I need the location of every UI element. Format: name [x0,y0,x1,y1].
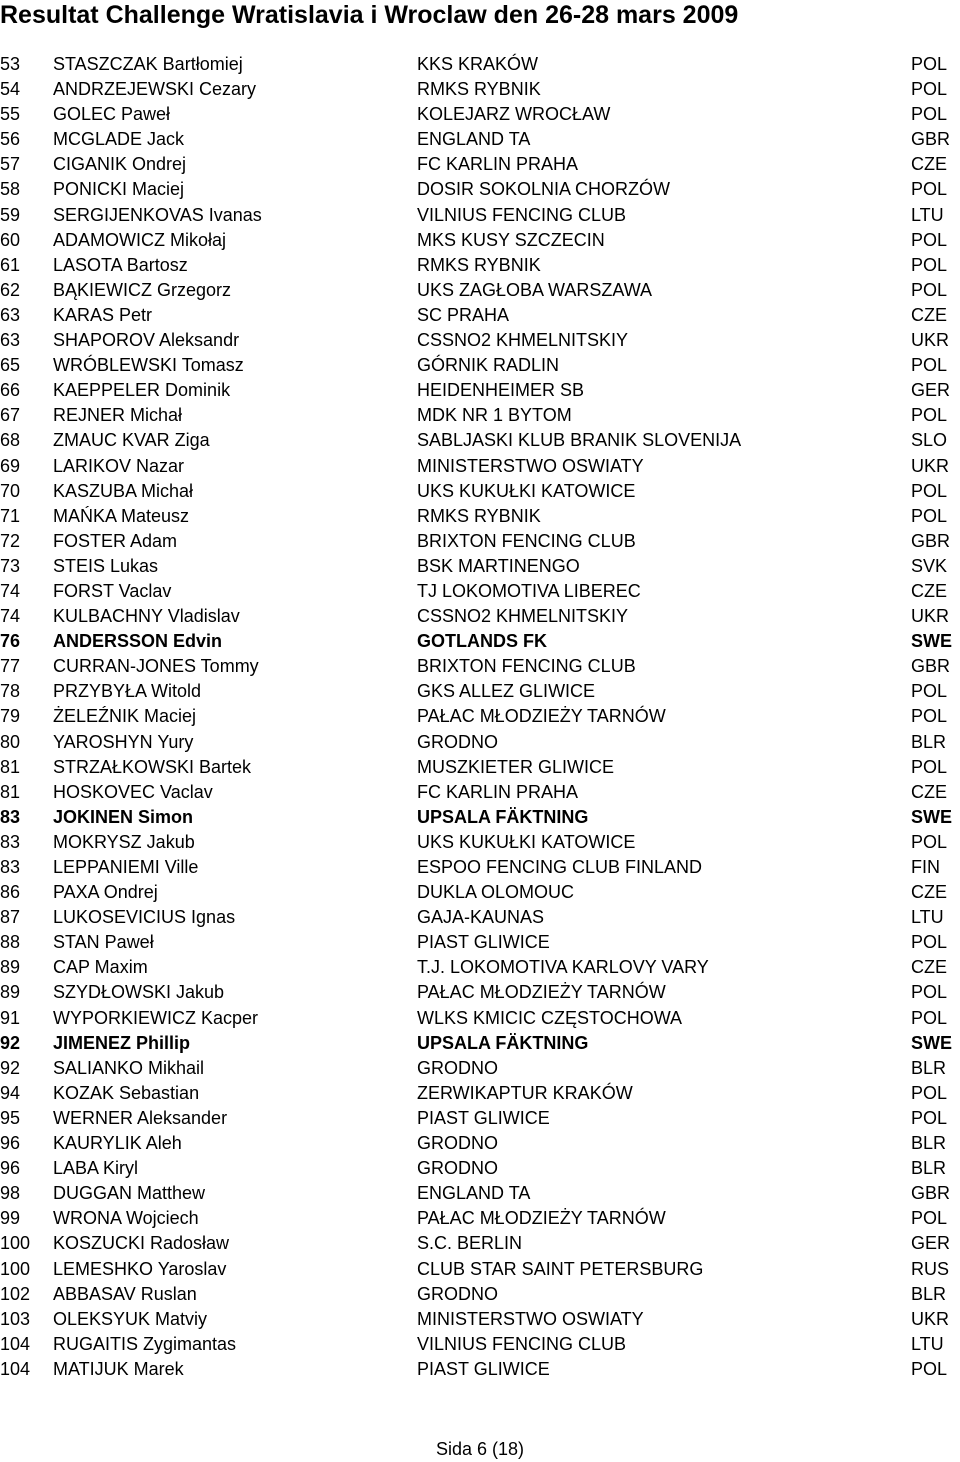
country-code: UKR [911,455,950,476]
fencer-name: KULBACHNY Vladislav [53,606,240,627]
result-row [0,228,960,253]
fencer-name: CIGANIK Ondrej [53,154,187,175]
club-name: RMKS RYBNIK [417,505,541,526]
result-row [0,454,960,479]
club-name: TJ LOKOMOTIVA LIBEREC [417,580,641,601]
country-code: GBR [911,656,951,677]
result-row [0,77,960,102]
fencer-name: MOKRYSZ Jakub [53,831,195,852]
fencer-name: ADAMOWICZ Mikołaj [53,229,227,250]
fencer-name: ŻELEŹNIK Maciej [53,706,197,727]
club-name: RMKS RYBNIK [417,79,541,100]
country-code: GBR [911,129,951,150]
club-name: MINISTERSTWO OSWIATY [417,455,644,476]
country-code: SWE [911,631,953,652]
result-rank: 70 [0,480,21,501]
club-name: VILNIUS FENCING CLUB [417,1333,627,1354]
club-name: MKS KUSY SZCZECIN [417,229,605,250]
fencer-name: PRZYBYŁA Witold [53,681,202,702]
fencer-name: KASZUBA Michał [53,480,194,501]
fencer-name: OLEKSYUK Matviy [53,1308,208,1329]
fencer-name: FOSTER Adam [53,530,178,551]
country-code: UKR [911,1308,950,1329]
result-rank: 72 [0,530,21,551]
country-code: POL [911,405,948,426]
result-row [0,529,960,554]
result-rank: 62 [0,279,21,300]
fencer-name: RUGAITIS Zygimantas [53,1333,237,1354]
fencer-name: REJNER Michał [53,405,183,426]
country-code: POL [911,79,948,100]
result-row [0,629,960,654]
fencer-name: KAURYLIK Aleh [53,1133,182,1154]
result-rank: 54 [0,79,21,100]
club-name: PIAST GLIWICE [417,1358,550,1379]
country-code: CZE [911,781,947,802]
club-name: ZERWIKAPTUR KRAKÓW [417,1082,633,1103]
result-row [0,980,960,1005]
country-code: LTU [911,907,944,928]
result-row [0,1231,960,1256]
result-row [0,755,960,780]
country-code: POL [911,279,948,300]
club-name: UPSALA FÄKTNING [417,1032,589,1053]
club-name: CLUB STAR SAINT PETERSBURG [417,1258,704,1279]
result-rank: 76 [0,631,21,652]
result-row [0,855,960,880]
country-code: CZE [911,154,947,175]
result-rank: 92 [0,1032,21,1053]
result-row [0,1156,960,1181]
fencer-name: GOLEC Paweł [53,104,171,125]
result-row [0,328,960,353]
country-code: BLR [911,731,947,752]
country-code: GBR [911,530,951,551]
fencer-name: WYPORKIEWICZ Kacper [53,1007,259,1028]
result-rank: 88 [0,932,21,953]
result-row [0,1257,960,1282]
fencer-name: YAROSHYN Yury [53,731,194,752]
country-code: POL [911,355,948,376]
country-code: BLR [911,1283,947,1304]
result-row [0,1006,960,1031]
fencer-name: HOSKOVEC Vaclav [53,781,213,802]
club-name: ENGLAND TA [417,129,531,150]
club-name: UKS KUKUŁKI KATOWICE [417,831,636,852]
result-rank: 63 [0,304,21,325]
country-code: LTU [911,1333,944,1354]
country-code: SVK [911,555,948,576]
result-row [0,253,960,278]
fencer-name: STRZAŁKOWSKI Bartek [53,756,252,777]
country-code: POL [911,1007,948,1028]
result-row [0,52,960,77]
result-row [0,127,960,152]
country-code: POL [911,229,948,250]
result-row [0,378,960,403]
fencer-name: ANDERSSON Edvin [53,631,223,652]
result-row [0,1131,960,1156]
result-rank: 65 [0,355,21,376]
fencer-name: KAEPPELER Dominik [53,380,231,401]
club-name: UPSALA FÄKTNING [417,806,589,827]
page-number: Sida 6 (18) [435,1439,525,1459]
fencer-name: ABBASAV Ruslan [53,1283,197,1304]
country-code: POL [911,505,948,526]
result-row [0,1282,960,1307]
fencer-name: LEMESHKO Yaroslav [53,1258,227,1279]
result-row [0,403,960,428]
club-name: SC PRAHA [417,304,510,325]
country-code: POL [911,54,948,74]
club-name: GRODNO [417,1133,498,1154]
result-row [0,1307,960,1332]
country-code: CZE [911,882,947,903]
result-rank: 98 [0,1183,21,1204]
fencer-name: PONICKI Maciej [53,179,185,200]
club-name: T.J. LOKOMOTIVA KARLOVY VARY [417,957,709,978]
result-rank: 80 [0,731,21,752]
result-row [0,102,960,127]
fencer-name: DUGGAN Matthew [53,1183,206,1204]
country-code: POL [911,104,948,125]
result-row [0,152,960,177]
country-code: POL [911,1208,948,1229]
club-name: BSK MARTINENGO [417,555,580,576]
result-rank: 96 [0,1158,21,1179]
fencer-name: PAXA Ondrej [53,882,158,903]
club-name: GRODNO [417,1158,498,1179]
country-code: CZE [911,580,947,601]
fencer-name: LASOTA Bartosz [53,254,188,275]
result-rank: 78 [0,681,21,702]
club-name: MDK NR 1 BYTOM [417,405,572,426]
fencer-name: SERGIJENKOVAS Ivanas [53,204,262,225]
result-rank: 63 [0,330,21,351]
result-rank: 103 [0,1308,31,1329]
country-code: POL [911,1358,948,1379]
result-row [0,1081,960,1106]
fencer-name: SHAPOROV Aleksandr [53,330,240,351]
country-code: CZE [911,957,947,978]
result-row [0,604,960,629]
club-name: PAŁAC MŁODZIEŻY TARNÓW [417,1208,666,1229]
country-code: BLR [911,1158,947,1179]
fencer-name: WERNER Aleksander [53,1107,228,1128]
fencer-name: LUKOSEVICIUS Ignas [53,907,236,928]
result-rank: 57 [0,154,21,175]
result-row [0,880,960,905]
result-rank: 99 [0,1208,21,1229]
club-name: S.C. BERLIN [417,1233,523,1254]
result-rank: 71 [0,505,21,526]
fencer-name: LABA Kiryl [53,1158,139,1179]
country-code: POL [911,480,948,501]
result-row [0,955,960,980]
club-name: FC KARLIN PRAHA [417,154,579,175]
result-rank: 89 [0,957,21,978]
result-rank: 100 [0,1233,31,1254]
country-code: POL [911,681,948,702]
result-rank: 73 [0,555,21,576]
club-name: MINISTERSTWO OSWIATY [417,1308,644,1329]
club-name: BRIXTON FENCING CLUB [417,530,636,551]
country-code: SWE [911,1032,953,1053]
result-row [0,905,960,930]
result-row [0,479,960,504]
fencer-name: ZMAUC KVAR Ziga [53,430,210,451]
club-name: ENGLAND TA [417,1183,531,1204]
club-name: RMKS RYBNIK [417,254,541,275]
result-rank: 91 [0,1007,21,1028]
result-rank: 92 [0,1057,21,1078]
country-code: POL [911,254,948,275]
club-name: GRODNO [417,1057,498,1078]
result-rank: 74 [0,606,21,627]
fencer-name: JIMENEZ Phillip [53,1032,191,1053]
result-row [0,730,960,755]
club-name: KKS KRAKÓW [417,54,539,74]
result-row [0,203,960,228]
result-rank: 94 [0,1082,21,1103]
result-rank: 55 [0,104,21,125]
result-row [0,278,960,303]
result-row [0,679,960,704]
club-name: VILNIUS FENCING CLUB [417,204,627,225]
club-name: UKS ZAGŁOBA WARSZAWA [417,279,653,300]
fencer-name: STEIS Lukas [53,555,159,576]
result-rank: 81 [0,756,21,777]
result-rank: 83 [0,831,21,852]
result-row [0,1357,960,1382]
country-code: SLO [911,430,948,451]
fencer-name: MAŃKA Mateusz [53,505,190,526]
fencer-name: MATIJUK Marek [53,1358,184,1379]
result-row [0,1181,960,1206]
club-name: ESPOO FENCING CLUB FINLAND [417,857,703,877]
result-row [0,1332,960,1357]
result-row [0,805,960,830]
country-code: POL [911,1082,948,1103]
fencer-name: LEPPANIEMI Ville [53,857,199,877]
club-name: FC KARLIN PRAHA [417,781,579,802]
fencer-name: FORST Vaclav [53,580,172,601]
result-row [0,780,960,805]
result-rank: 53 [0,54,21,74]
fencer-name: LARIKOV Nazar [53,455,185,476]
result-rank: 83 [0,806,21,827]
result-rank: 96 [0,1133,21,1154]
result-rank: 66 [0,380,21,401]
result-rank: 81 [0,781,21,802]
country-code: GER [911,380,951,401]
country-code: POL [911,831,948,852]
fencer-name: JOKINEN Simon [53,806,194,827]
country-code: UKR [911,330,950,351]
result-rank: 59 [0,204,21,225]
result-rank: 87 [0,907,21,928]
fencer-name: WRÓBLEWSKI Tomasz [53,355,244,376]
club-name: DUKLA OLOMOUC [417,882,575,903]
club-name: PIAST GLIWICE [417,1107,550,1128]
result-row [0,504,960,529]
country-code: POL [911,932,948,953]
result-rank: 69 [0,455,21,476]
result-row [0,654,960,679]
result-rank: 100 [0,1258,31,1279]
result-rank: 86 [0,882,21,903]
result-row [0,1031,960,1056]
result-row [0,704,960,729]
fencer-name: SALIANKO Mikhail [53,1057,205,1078]
result-rank: 83 [0,857,21,877]
result-rank: 56 [0,129,21,150]
country-code: BLR [911,1133,947,1154]
country-code: POL [911,982,948,1003]
club-name: SABLJASKI KLUB BRANIK SLOVENIJA [417,430,742,451]
country-code: POL [911,756,948,777]
club-name: GAJA-KAUNAS [417,907,545,928]
result-row [0,1056,960,1081]
page-title: Resultat Challenge Wratislavia i Wroclaw den 26-28 mars 2009 [0,1,739,29]
result-row [0,177,960,202]
result-rank: 68 [0,430,21,451]
result-row [0,554,960,579]
result-rank: 74 [0,580,21,601]
fencer-name: CURRAN-JONES Tommy [53,656,259,677]
fencer-name: STASZCZAK Bartłomiej [53,54,243,74]
club-name: DOSIR SOKOLNIA CHORZÓW [417,179,671,200]
result-row [0,579,960,604]
club-name: UKS KUKUŁKI KATOWICE [417,480,636,501]
result-row [0,930,960,955]
fencer-name: KOZAK Sebastian [53,1082,200,1103]
country-code: POL [911,179,948,200]
result-rank: 104 [0,1358,31,1379]
results-list [0,52,960,1382]
country-code: FIN [911,857,940,877]
fencer-name: STAN Paweł [53,932,154,953]
country-code: GBR [911,1183,951,1204]
fencer-name: ANDRZEJEWSKI Cezary [53,79,257,100]
club-name: GOTLANDS FK [417,631,547,652]
fencer-name: WRONA Wojciech [53,1208,199,1229]
result-rank: 102 [0,1283,31,1304]
fencer-name: MCGLADE Jack [53,129,185,150]
club-name: PIAST GLIWICE [417,932,550,953]
club-name: HEIDENHEIMER SB [417,380,585,401]
country-code: CZE [911,304,947,325]
result-row [0,353,960,378]
result-row [0,1106,960,1131]
result-rank: 77 [0,656,21,677]
result-rank: 104 [0,1333,31,1354]
club-name: GÓRNIK RADLIN [417,355,560,376]
club-name: CSSNO2 KHMELNITSKIY [417,330,629,351]
fencer-name: KOSZUCKI Radosław [53,1233,230,1254]
club-name: KOLEJARZ WROCŁAW [417,104,611,125]
fencer-name: BĄKIEWICZ Grzegorz [53,279,232,300]
country-code: RUS [911,1258,950,1279]
result-rank: 95 [0,1107,21,1128]
country-code: POL [911,706,948,727]
club-name: PAŁAC MŁODZIEŻY TARNÓW [417,706,666,727]
country-code: POL [911,1107,948,1128]
result-row [0,303,960,328]
country-code: GER [911,1233,951,1254]
result-row [0,1206,960,1231]
result-rank: 79 [0,706,21,727]
club-name: WLKS KMICIC CZĘSTOCHOWA [417,1007,683,1028]
result-rank: 60 [0,229,21,250]
club-name: BRIXTON FENCING CLUB [417,656,636,677]
country-code: UKR [911,606,950,627]
club-name: GRODNO [417,1283,498,1304]
result-row [0,428,960,453]
result-rank: 67 [0,405,21,426]
result-rank: 89 [0,982,21,1003]
country-code: LTU [911,204,944,225]
country-code: BLR [911,1057,947,1078]
result-rank: 58 [0,179,21,200]
fencer-name: CAP Maxim [53,957,148,978]
club-name: GRODNO [417,731,498,752]
club-name: MUSZKIETER GLIWICE [417,756,615,777]
club-name: PAŁAC MŁODZIEŻY TARNÓW [417,982,666,1003]
club-name: CSSNO2 KHMELNITSKIY [417,606,629,627]
club-name: GKS ALLEZ GLIWICE [417,681,596,702]
result-row [0,830,960,855]
result-rank: 61 [0,254,21,275]
country-code: SWE [911,806,953,827]
fencer-name: KARAS Petr [53,304,153,325]
fencer-name: SZYDŁOWSKI Jakub [53,982,225,1003]
